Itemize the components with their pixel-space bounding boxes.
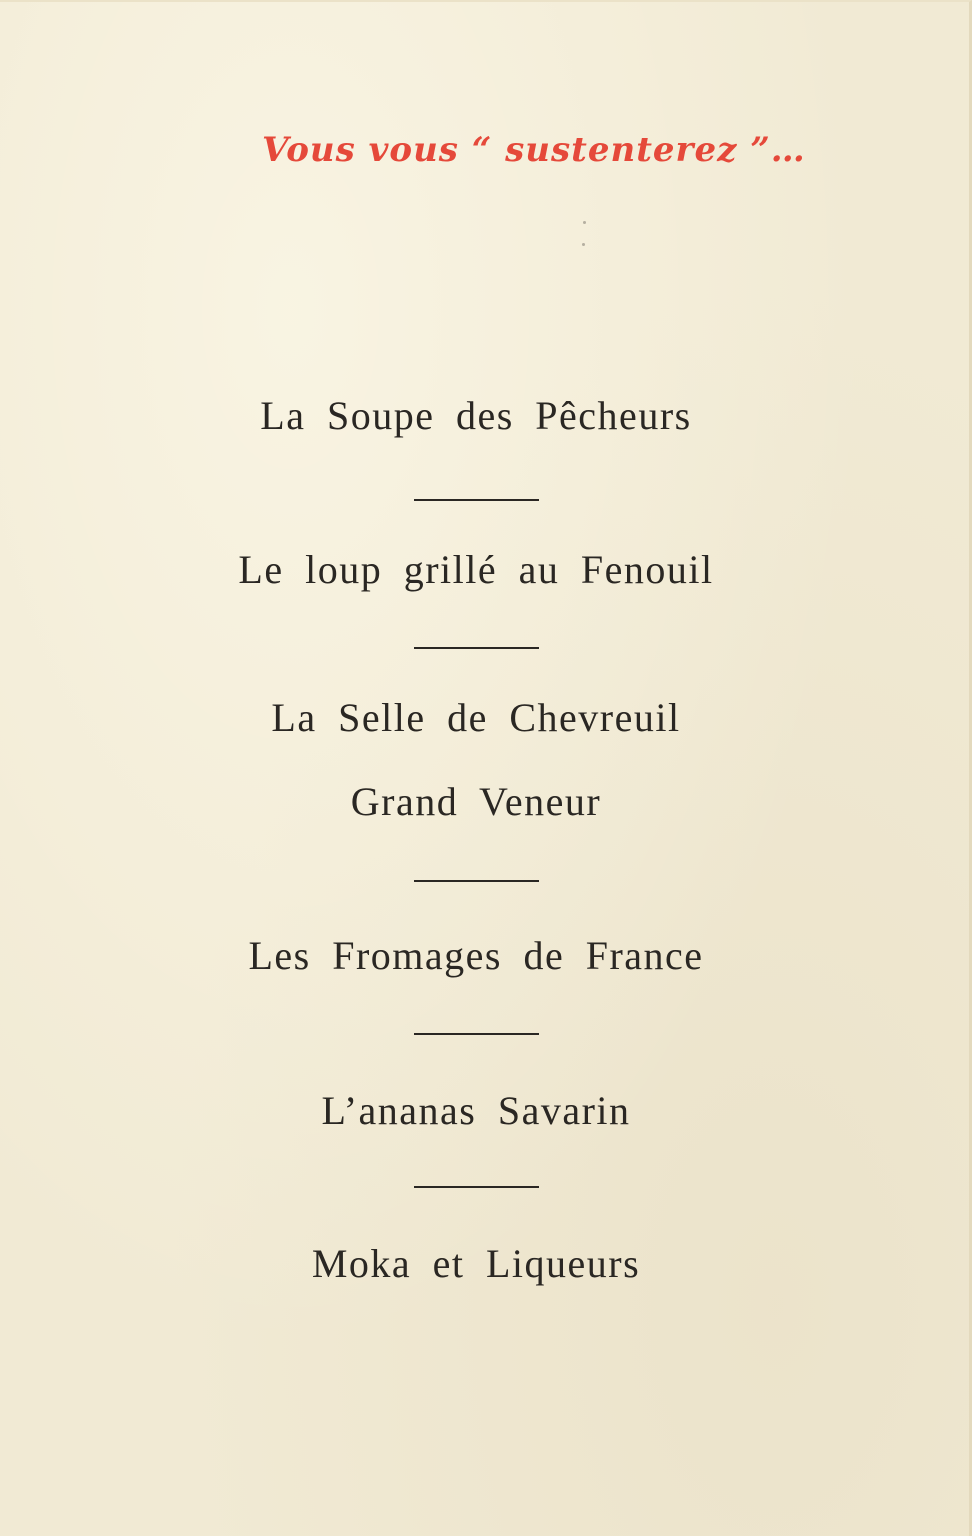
course-divider xyxy=(414,499,539,501)
course-divider xyxy=(414,1033,539,1035)
course-cheese: Les Fromages de France xyxy=(248,933,704,978)
course-coffee: Moka et Liqueurs xyxy=(311,1241,641,1286)
course-dessert: L’ananas Savarin xyxy=(321,1088,631,1133)
course-venison-sauce: Grand Veneur xyxy=(350,779,602,824)
course-venison: La Selle de Chevreuil xyxy=(271,695,681,740)
course-soup: La Soupe des Pêcheurs xyxy=(260,393,692,438)
paper-speck xyxy=(583,221,586,224)
course-divider xyxy=(414,647,539,649)
paper-speck xyxy=(582,243,585,246)
course-divider xyxy=(414,880,539,882)
course-fish: Le loup grillé au Fenouil xyxy=(238,547,714,592)
course-divider xyxy=(414,1186,539,1188)
menu-heading: Vous vous “ sustenterez ”… xyxy=(262,130,806,170)
